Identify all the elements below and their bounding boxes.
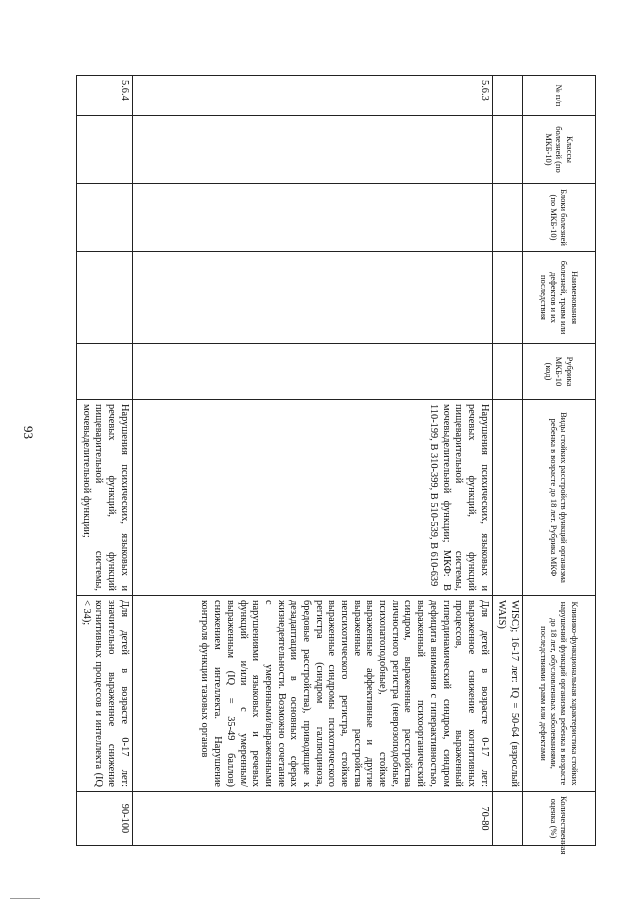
header-score: Количественная оценка (%) [523, 792, 596, 846]
header-number: № п/п [523, 76, 596, 116]
scan-edge-mark [10, 898, 40, 899]
table-row [132, 76, 492, 846]
rotated-page-content [76, 75, 596, 855]
continuation-text: WISC); 16-17 лет: IQ = 50-64 (взрослый WAIS) [492, 596, 522, 792]
header-clinical-characteristics: Клинико-функциональная характеристика стойких нарушений функций организма ребенка в возрасте до 18 лет, обусловленных заболеваниями, последствиями травм или дефектами [523, 596, 596, 792]
score-cell: 90-100 [76, 792, 132, 846]
header-function-disorders: Виды стойких расстройств функций организма ребенка в возрасте до 18 лет. Рубрика МКФ [523, 400, 596, 596]
header-disease-block: Блоки болезней (по МКБ-10) [523, 184, 596, 252]
row-number: 5.6.3 [132, 76, 492, 116]
disability-criteria-table [76, 75, 596, 855]
table-row [76, 76, 132, 846]
header-disease-name: Наименования болезней, травм или дефектов и их последствия [523, 252, 596, 344]
page-number: 93 [21, 426, 36, 439]
header-icd-code: Рубрика МКБ-10 (код) [523, 344, 596, 400]
clinical-characteristics-cell: Для детей в возрасте 0-17 лет: выраженное снижение когнитивных процессов, выраженный гипердинамический синдром, синдром дефицита внимания с гиперактивностью, выраженный психоорганический синдром, выраженные расстройства личностного регистра (неврозоподобные, психопатоподобные), стойкие выраженные аффективные и другие выраженные расстройства непсихотического регистра, стойкие выраженные синдромы психотического регистра (синдром галлюциноза, бредовые расстройства), приводящие к дезадаптации в основных сферах жизнедеятельности. Возможно сочетание с умеренными/выраженными нарушениями языковых и речевых функций и/или с умеренным/выраженным (IQ = 35-49 баллов) снижением интеллекта. Нарушение контроля функции тазовых органов [132, 596, 492, 792]
table-header-row [523, 76, 596, 846]
clinical-characteristics-cell: Для детей в возрасте 0-17 лет: значительно выраженное снижение когнитивных процессов и интеллекта (IQ < 34); [76, 596, 132, 792]
function-disorders-cell: Нарушения психических, языковых и речевых функций, функций пищеварительной системы, мочевыделительной функции; [76, 400, 132, 596]
score-cell: 70-80 [132, 792, 492, 846]
row-number: 5.6.4 [76, 76, 132, 116]
function-disorders-cell: Нарушения психических, языковых и речевых функций, функций пищеварительной системы, мочевыделительной функции; МКФ: В 110-199, В 310-399, В 510-539, В 610-639 [132, 400, 492, 596]
table-row [492, 76, 522, 846]
header-disease-class: Классы болезней (по МКБ-10) [523, 116, 596, 184]
